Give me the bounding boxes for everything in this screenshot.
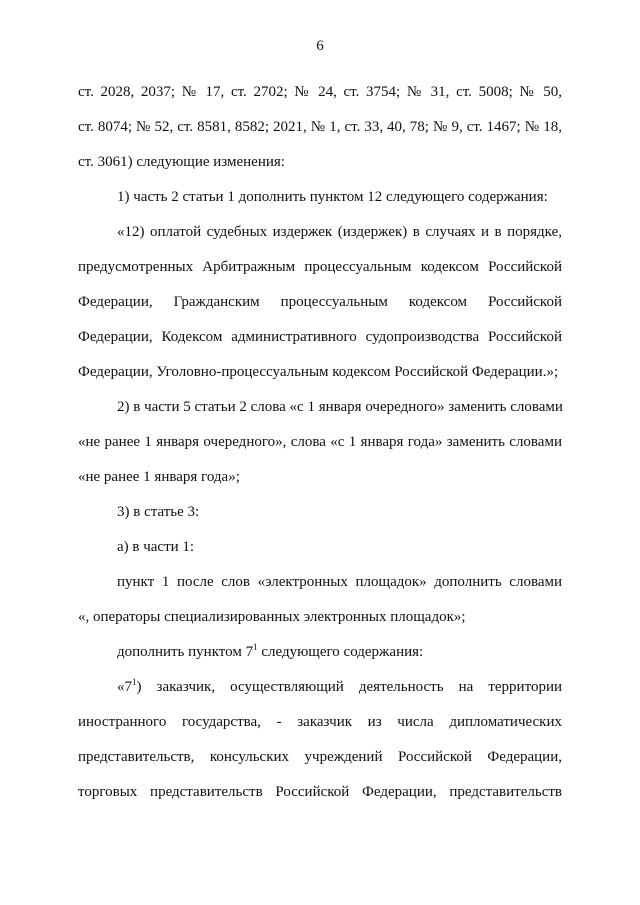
superscript: 1 [253, 642, 258, 652]
text-fragment: «7 [117, 679, 132, 695]
text-line: 3) в статье 3: [117, 504, 200, 520]
superscript: 1 [132, 677, 137, 687]
text-line: а) в части 1: [117, 539, 195, 555]
text-line [117, 643, 423, 661]
text-line: торговых представительств Российской Федерации, представительств [78, 784, 562, 800]
text-line: Федерации, Гражданским процессуальным кодексом Российской [78, 294, 562, 310]
text-line: 1) часть 2 статьи 1 дополнить пунктом 12 следующего содержания: [117, 189, 548, 205]
text-line: «, операторы специализированных электронных площадок»; [78, 609, 466, 625]
text-line: «не ранее 1 января очередного», слова «с 1 января года» заменить словами [78, 434, 562, 450]
text-line: ст. 2028, 2037; № 17, ст. 2702; № 24, ст. 3754; № 31, ст. 5008; № 50, [78, 84, 562, 100]
text-line: предусмотренных Арбитражным процессуальным кодексом Российской [78, 259, 562, 275]
text-fragment: дополнить пунктом 7 [117, 644, 254, 660]
text-line: Федерации, Уголовно-процессуальным кодексом Российской Федерации.»; [78, 364, 559, 380]
text-line: 2) в части 5 статьи 2 слова «с 1 января очередного» заменить словами [117, 399, 563, 415]
text-line: «не ранее 1 января года»; [78, 469, 240, 485]
text-line: представительств, консульских учреждений Российской Федерации, [78, 749, 562, 765]
page-number: 6 [316, 38, 324, 54]
text-line: «12) оплатой судебных издержек (издержек) в случаях и в порядке, [117, 224, 562, 240]
text-line: ст. 8074; № 52, ст. 8581, 8582; 2021, № 1, ст. 33, 40, 78; № 9, ст. 1467; № 18, [78, 119, 562, 135]
text-fragment: ) заказчик, осуществляющий деятельность на территории [136, 679, 562, 695]
text-fragment: следующего содержания: [257, 644, 424, 660]
text-line: пункт 1 после слов «электронных площадок» дополнить словами [117, 574, 562, 590]
text-line: ст. 3061) следующие изменения: [78, 154, 285, 170]
text-line: Федерации, Кодексом административного судопроизводства Российской [78, 329, 562, 345]
text-line [117, 678, 562, 696]
text-line: иностранного государства, - заказчик из числа дипломатических [78, 714, 562, 730]
